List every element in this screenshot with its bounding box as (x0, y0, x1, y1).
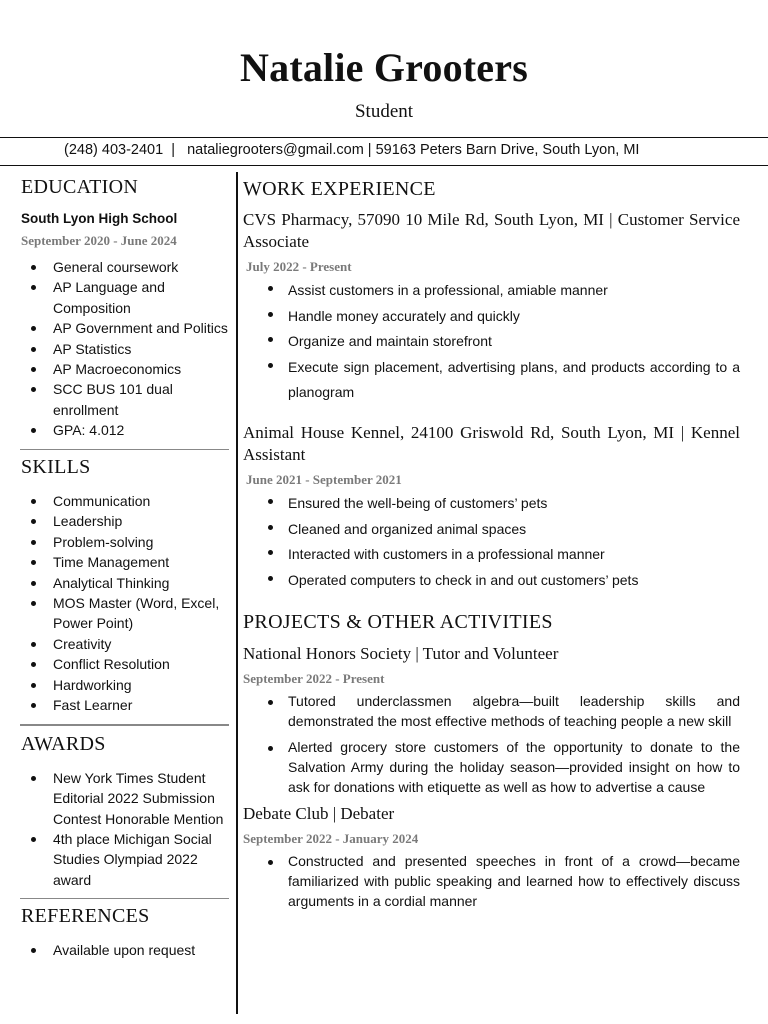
list-item: Analytical Thinking (53, 573, 236, 593)
project-dates: September 2022 - Present (243, 671, 385, 687)
list-item: Creativity (53, 634, 236, 654)
contact-info: (248) 403-2401 | nataliegrooters@gmail.com | 59163 Peters Barn Drive, South Lyon, MI (64, 142, 640, 158)
list-item: Time Management (53, 552, 236, 572)
section-divider (20, 449, 229, 450)
list-item: Fast Learner (53, 695, 236, 715)
list-item: Ensured the well-being of customers’ pets (288, 491, 740, 517)
list-item: AP Language and Composition (53, 277, 236, 318)
list-item: Interacted with customers in a professional manner (288, 542, 740, 568)
list-item: Alerted grocery store customers of the opportunity to donate to the Salvation Army during the holiday season—provided insight on how to ask for donations with etiquette as well as how to advertise a cause (288, 738, 740, 797)
list-item: Conflict Resolution (53, 654, 236, 674)
section-divider (20, 898, 229, 899)
job-dates: July 2022 - Present (246, 259, 352, 274)
project-title: Debate Club | Debater (243, 804, 395, 824)
awards-list (0, 768, 236, 890)
right-column (243, 178, 740, 918)
education-list (0, 257, 236, 441)
project-title: National Honors Society | Tutor and Volunteer (243, 644, 559, 664)
left-column (0, 176, 236, 961)
contact-band (0, 137, 768, 166)
candidate-name: Natalie Grooters (240, 45, 528, 90)
list-item: AP Government and Politics (53, 318, 236, 338)
list-item: Leadership (53, 511, 236, 531)
list-item: MOS Master (Word, Excel, Power Point) (53, 593, 236, 634)
references-heading: REFERENCES (21, 905, 150, 928)
skills-heading: SKILLS (21, 455, 91, 478)
list-item: Constructed and presented speeches in front of a crowd—became familiarized with public speaking and learned how to effectively discuss arguments in a cordial manner (288, 852, 740, 911)
list-item: Hardworking (53, 675, 236, 695)
list-item: Handle money accurately and quickly (288, 304, 740, 330)
school-name: South Lyon High School (21, 211, 178, 226)
list-item: Execute sign placement, advertising plans, and products according to a planogram (288, 355, 740, 406)
candidate-role: Student (354, 101, 414, 122)
list-item: AP Statistics (53, 339, 236, 359)
project-dates: September 2022 - January 2024 (243, 831, 419, 847)
list-item: Tutored underclassmen algebra—built leadership skills and demonstrated the most effective methods of teaching people a new skill (288, 692, 740, 732)
list-item: General coursework (53, 257, 236, 277)
work-heading: WORK EXPERIENCE (243, 178, 436, 200)
list-item: Operated computers to check in and out customers’ pets (288, 568, 740, 594)
job-duties (243, 491, 740, 593)
job-title: Animal House Kennel, 24100 Griswold Rd, South Lyon, MI | Kennel Assistant (243, 422, 740, 464)
references-list (0, 940, 236, 960)
job-title: CVS Pharmacy, 57090 10 Mile Rd, South Lyon, MI | Customer Service Associate (243, 210, 740, 251)
project-details (243, 852, 740, 911)
list-item: Cleaned and organized animal spaces (288, 517, 740, 543)
list-item: Communication (53, 491, 236, 511)
education-dates: September 2020 - June 2024 (21, 233, 177, 248)
education-heading: EDUCATION (21, 176, 139, 198)
column-divider (236, 172, 238, 1014)
list-item: Assist customers in a professional, amiable manner (288, 278, 740, 304)
section-divider (20, 724, 229, 725)
list-item: New York Times Student Editorial 2022 Submission Contest Honorable Mention (53, 768, 236, 829)
list-item: AP Macroeconomics (53, 359, 236, 379)
job-duties (243, 278, 740, 406)
awards-heading: AWARDS (21, 732, 106, 755)
list-item: Organize and maintain storefront (288, 329, 740, 355)
list-item: SCC BUS 101 dual enrollment (53, 379, 236, 420)
list-item: 4th place Michigan Social Studies Olympiad 2022 award (53, 829, 236, 890)
list-item: Available upon request (53, 940, 236, 960)
job-dates: June 2021 - September 2021 (246, 471, 402, 487)
project-details (243, 692, 740, 797)
list-item: Problem-solving (53, 532, 236, 552)
list-item: GPA: 4.012 (53, 420, 236, 440)
skills-list (0, 491, 236, 715)
projects-heading: PROJECTS & OTHER ACTIVITIES (243, 611, 553, 634)
